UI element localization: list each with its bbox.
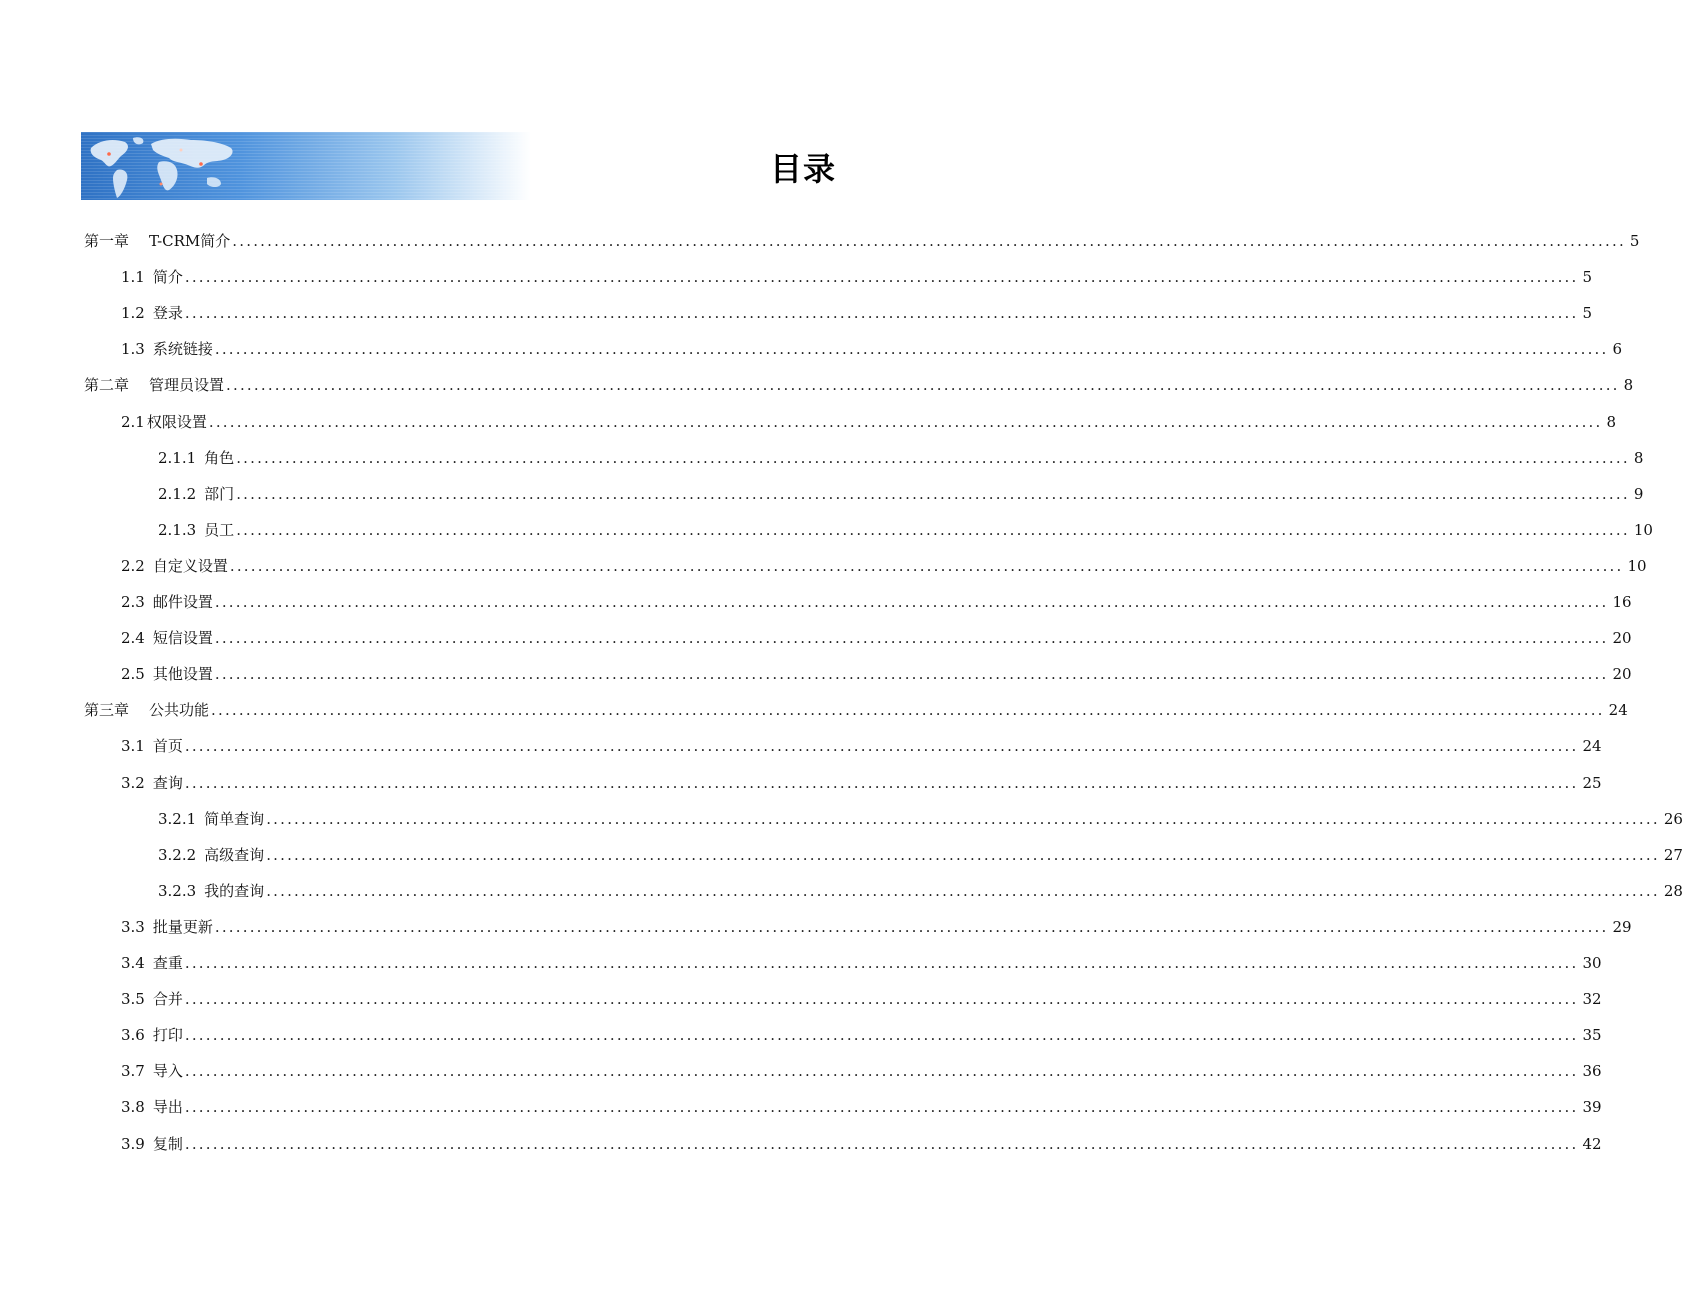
toc-dot-leader: ........................................................................................................................................................................................................ bbox=[266, 845, 1660, 864]
toc-page-number: 20 bbox=[1612, 665, 1632, 684]
toc-page-number: 32 bbox=[1582, 990, 1602, 1009]
toc-dot-leader: ........................................................................................................................................................................................................ bbox=[229, 556, 1624, 575]
toc-page-number: 26 bbox=[1663, 809, 1683, 828]
toc-entry-label: 批量更新 bbox=[152, 917, 213, 936]
toc-entry-text bbox=[84, 226, 230, 256]
toc-entry-text bbox=[158, 515, 234, 545]
toc-page-number: 24 bbox=[1582, 737, 1602, 756]
toc-dot-leader: ........................................................................................................................................................................................................ bbox=[208, 412, 1603, 431]
toc-dot-leader: ........................................................................................................................................................................................................ bbox=[214, 593, 1609, 611]
toc-entry-text bbox=[121, 948, 183, 978]
toc-entry-text bbox=[121, 587, 213, 617]
toc-dot-leader: ........................................................................................................................................................................................................ bbox=[184, 954, 1579, 972]
toc-entry-number: 2.4 bbox=[121, 629, 145, 648]
toc-entry-text bbox=[158, 840, 264, 870]
toc-entry-label: 权限设置 bbox=[146, 412, 207, 431]
toc-entry[interactable] bbox=[84, 731, 1602, 761]
toc-dot-leader: ........................................................................................................................................................................................................ bbox=[184, 1026, 1579, 1045]
toc-entry-text bbox=[158, 804, 264, 834]
toc-entry-number: 3.8 bbox=[121, 1098, 145, 1117]
toc-entry-number: 第二章 bbox=[84, 376, 130, 395]
toc-page-number: 10 bbox=[1633, 520, 1653, 539]
toc-entry[interactable] bbox=[84, 226, 1640, 256]
toc-entry-text bbox=[84, 370, 224, 400]
toc-entry-text bbox=[121, 262, 183, 292]
toc-entry-text bbox=[121, 984, 183, 1014]
toc-entry-label: 查询 bbox=[152, 773, 183, 792]
toc-entry[interactable] bbox=[84, 948, 1602, 978]
toc-entry[interactable] bbox=[84, 1129, 1602, 1159]
toc-entry[interactable] bbox=[84, 1056, 1602, 1086]
toc-page-number: 24 bbox=[1608, 701, 1628, 720]
toc-dot-leader: ........................................................................................................................................................................................................ bbox=[184, 1134, 1579, 1153]
toc-entry-number: 3.6 bbox=[121, 1026, 145, 1045]
toc-entry[interactable] bbox=[84, 1092, 1602, 1122]
toc-page-number: 36 bbox=[1582, 1062, 1602, 1081]
toc-entry-text bbox=[158, 876, 264, 906]
toc-entry-label: 系统链接 bbox=[152, 340, 213, 359]
toc-dot-leader: ........................................................................................................................................................................................................ bbox=[236, 520, 1630, 539]
toc-page-number: 20 bbox=[1612, 629, 1632, 648]
toc-entry-label: 管理员设置 bbox=[149, 376, 225, 395]
toc-page-number: 16 bbox=[1612, 593, 1632, 611]
toc-entry[interactable] bbox=[84, 407, 1617, 437]
toc-entry-text bbox=[121, 407, 207, 437]
toc-dot-leader: ........................................................................................................................................................................................................ bbox=[266, 881, 1660, 900]
toc-entry[interactable] bbox=[84, 298, 1593, 328]
toc-entry[interactable] bbox=[84, 1020, 1602, 1050]
toc-entry-label: 简介 bbox=[152, 268, 183, 287]
toc-page-number: 39 bbox=[1582, 1098, 1602, 1117]
toc-entry-text bbox=[121, 1056, 183, 1086]
toc-page-number: 8 bbox=[1606, 412, 1617, 431]
toc-entry-text bbox=[158, 443, 234, 473]
toc-entry[interactable] bbox=[84, 984, 1602, 1014]
page-title: 目录 bbox=[769, 150, 836, 188]
toc-entry-label: T-CRM简介 bbox=[149, 232, 231, 250]
toc-dot-leader: ........................................................................................................................................................................................................ bbox=[214, 340, 1609, 359]
toc-entry[interactable] bbox=[84, 443, 1644, 473]
toc-entry-number: 3.4 bbox=[121, 954, 145, 972]
toc-entry[interactable] bbox=[84, 623, 1632, 653]
toc-entry-number: 3.2.1 bbox=[158, 809, 197, 828]
toc-entry-number: 2.1.3 bbox=[158, 520, 197, 539]
toc-dot-leader: ........................................................................................................................................................................................................ bbox=[184, 304, 1579, 323]
toc-entry-label: 导出 bbox=[152, 1098, 183, 1117]
world-map-icon bbox=[81, 132, 531, 200]
toc-entry-label: 首页 bbox=[152, 737, 183, 756]
toc-page-number: 9 bbox=[1633, 484, 1644, 503]
toc-dot-leader: ........................................................................................................................................................................................................ bbox=[184, 1098, 1579, 1117]
toc-entry-text bbox=[84, 695, 209, 725]
toc-dot-leader: ........................................................................................................................................................................................................ bbox=[184, 1062, 1579, 1081]
toc-page-number: 27 bbox=[1663, 845, 1683, 864]
toc-page-number: 35 bbox=[1582, 1026, 1602, 1045]
toc-page-number: 8 bbox=[1623, 376, 1634, 395]
toc-entry[interactable] bbox=[84, 804, 1683, 834]
toc-page-number: 30 bbox=[1582, 954, 1602, 972]
toc-entry-label: 角色 bbox=[204, 448, 235, 467]
toc-page-number: 29 bbox=[1612, 917, 1632, 936]
toc-entry-label: 登录 bbox=[152, 304, 183, 323]
toc-entry-label: 其他设置 bbox=[152, 665, 213, 684]
toc-page-number: 5 bbox=[1582, 268, 1593, 287]
toc-entry-text bbox=[121, 1020, 183, 1050]
toc-entry[interactable] bbox=[84, 912, 1632, 942]
toc-entry-number: 第三章 bbox=[84, 701, 130, 720]
toc-dot-leader: ........................................................................................................................................................................................................ bbox=[184, 268, 1579, 287]
toc-entry-label: 简单查询 bbox=[204, 809, 265, 828]
toc-entry-number: 2.1.2 bbox=[158, 484, 197, 503]
toc-dot-leader: ........................................................................................................................................................................................................ bbox=[232, 232, 1626, 250]
toc-page-number: 10 bbox=[1627, 556, 1647, 575]
toc-entry-text bbox=[158, 479, 234, 509]
toc-entry-number: 3.3 bbox=[121, 917, 145, 936]
toc-entry-label: 邮件设置 bbox=[152, 593, 213, 611]
toc-entry-label: 部门 bbox=[204, 484, 235, 503]
toc-page-number: 5 bbox=[1629, 232, 1640, 250]
toc-dot-leader: ........................................................................................................................................................................................................ bbox=[236, 448, 1630, 467]
toc-dot-leader: ........................................................................................................................................................................................................ bbox=[226, 376, 1620, 395]
toc-entry-label: 导入 bbox=[152, 1062, 183, 1081]
toc-entry[interactable] bbox=[84, 262, 1593, 292]
toc-page-number: 8 bbox=[1633, 448, 1644, 467]
world-map-banner bbox=[81, 132, 531, 200]
toc-entry-text bbox=[121, 623, 213, 653]
toc-entry[interactable] bbox=[84, 334, 1623, 364]
toc-entry-number: 3.2.2 bbox=[158, 845, 197, 864]
toc-dot-leader: ........................................................................................................................................................................................................ bbox=[214, 629, 1609, 648]
toc-entry-label: 合并 bbox=[152, 990, 183, 1009]
toc-entry-number: 2.3 bbox=[121, 593, 145, 611]
toc-entry-number: 3.1 bbox=[121, 737, 145, 756]
toc-entry-number: 3.5 bbox=[121, 990, 145, 1009]
toc-entry-text bbox=[121, 334, 213, 364]
toc-entry-label: 自定义设置 bbox=[152, 556, 228, 575]
toc-entry-text bbox=[121, 298, 183, 328]
toc-dot-leader: ........................................................................................................................................................................................................ bbox=[184, 773, 1579, 792]
toc-entry-label: 高级查询 bbox=[204, 845, 265, 864]
toc-page-number: 28 bbox=[1663, 881, 1683, 900]
toc-dot-leader: ........................................................................................................................................................................................................ bbox=[184, 737, 1579, 756]
toc-dot-leader: ........................................................................................................................................................................................................ bbox=[214, 917, 1609, 936]
toc-entry-text bbox=[121, 551, 228, 581]
toc-entry-text bbox=[121, 659, 213, 689]
toc-entry-text bbox=[121, 768, 183, 798]
toc-page-number: 42 bbox=[1582, 1134, 1602, 1153]
toc-entry[interactable] bbox=[84, 370, 1634, 400]
toc-entry[interactable] bbox=[84, 768, 1602, 798]
toc-page-number: 25 bbox=[1582, 773, 1602, 792]
toc-entry-text bbox=[121, 1092, 183, 1122]
toc-entry[interactable] bbox=[84, 695, 1628, 725]
toc-entry-number: 2.2 bbox=[121, 556, 145, 575]
toc-entry-number: 3.2.3 bbox=[158, 881, 197, 900]
toc-entry-label: 公共功能 bbox=[149, 701, 210, 720]
toc-entry-text bbox=[121, 731, 183, 761]
toc-entry-number: 3.9 bbox=[121, 1134, 145, 1153]
toc-entry-number: 2.5 bbox=[121, 665, 145, 684]
toc-entry-number: 2.1 bbox=[121, 412, 145, 431]
toc-entry[interactable] bbox=[84, 551, 1647, 581]
toc-dot-leader: ........................................................................................................................................................................................................ bbox=[266, 809, 1660, 828]
toc-entry-label: 我的查询 bbox=[204, 881, 265, 900]
toc-entry-number: 3.2 bbox=[121, 773, 145, 792]
toc-entry-label: 打印 bbox=[152, 1026, 183, 1045]
toc-dot-leader: ........................................................................................................................................................................................................ bbox=[214, 665, 1609, 684]
toc-entry[interactable] bbox=[84, 479, 1644, 509]
toc-entry[interactable] bbox=[84, 876, 1683, 906]
toc-entry-number: 2.1.1 bbox=[158, 448, 197, 467]
toc-entry-label: 员工 bbox=[204, 520, 235, 539]
toc-dot-leader: ........................................................................................................................................................................................................ bbox=[211, 701, 1605, 720]
toc-entry[interactable] bbox=[84, 515, 1653, 545]
toc-entry-label: 查重 bbox=[152, 954, 183, 972]
toc-dot-leader: ........................................................................................................................................................................................................ bbox=[184, 990, 1579, 1009]
toc-entry-text bbox=[121, 912, 213, 942]
toc-page-number: 6 bbox=[1612, 340, 1623, 359]
toc-entry-label: 短信设置 bbox=[152, 629, 213, 648]
toc-entry-number: 1.2 bbox=[121, 304, 145, 323]
toc-page-number: 5 bbox=[1582, 304, 1593, 323]
toc-entry-number: 第一章 bbox=[84, 232, 130, 250]
toc-entry-number: 1.3 bbox=[121, 340, 145, 359]
toc-entry[interactable] bbox=[84, 587, 1632, 617]
toc-entry-text bbox=[121, 1129, 183, 1159]
toc-entry[interactable] bbox=[84, 840, 1683, 870]
toc-entry-number: 1.1 bbox=[121, 268, 145, 287]
toc-entry[interactable] bbox=[84, 659, 1632, 689]
toc-entry-label: 复制 bbox=[152, 1134, 183, 1153]
toc-entry-number: 3.7 bbox=[121, 1062, 145, 1081]
toc-dot-leader: ........................................................................................................................................................................................................ bbox=[236, 484, 1630, 503]
